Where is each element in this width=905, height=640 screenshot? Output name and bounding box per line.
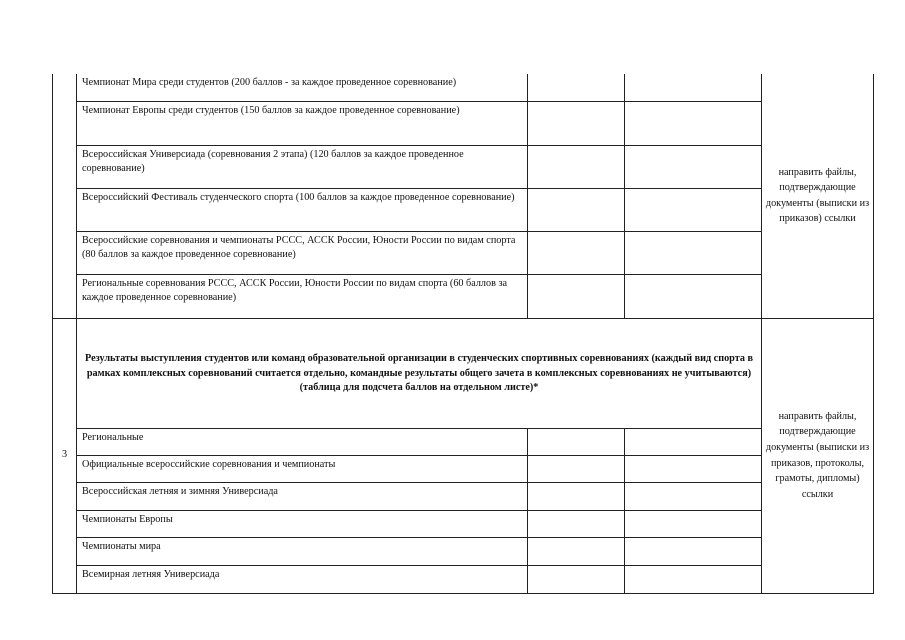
criteria-table [52, 74, 874, 594]
table-row [53, 482, 874, 510]
table-row [53, 274, 874, 318]
criterion-cell: Всероссийская Универсиада (соревнования 2 этапа) (120 баллов за каждое проведенное соревнование) [77, 145, 528, 188]
criterion-cell: Всероссийские соревнования и чемпионаты РССС, АССК России, Юности России по видам спорта (80 баллов за каждое проведенное соревнование) [77, 231, 528, 274]
table-row [53, 101, 874, 145]
points-cell [625, 145, 762, 188]
points-cell [625, 537, 762, 565]
value-cell [528, 537, 625, 565]
value-cell [528, 74, 625, 101]
points-cell [625, 274, 762, 318]
value-cell [528, 101, 625, 145]
criterion-cell: Чемпионат Мира среди студентов (200 баллов - за каждое проведенное соревнование) [77, 74, 528, 101]
criterion-cell: Чемпионаты Европы [77, 510, 528, 537]
table-row [53, 455, 874, 482]
criterion-cell: Официальные всероссийские соревнования и чемпионаты [77, 455, 528, 482]
value-cell [528, 274, 625, 318]
table-row [53, 510, 874, 537]
criterion-cell: Чемпионат Европы среди студентов (150 баллов за каждое проведенное соревнование) [77, 101, 528, 145]
criterion-cell: Чемпионаты мира [77, 537, 528, 565]
confirmation-note: направить файлы, подтверждающие документы (выписки из приказов) ссылки [762, 74, 874, 318]
section-heading-row [53, 318, 874, 428]
criterion-cell: Всемирная летняя Универсиада [77, 565, 528, 593]
table-row [53, 145, 874, 188]
section-heading: Результаты выступления студентов или команд образовательной организации в студенческих спортивных соревнованиях (каждый вид спорта в рамках комплексных соревнований считается отдельно, командные результаты общего зачета в комплексных соревнованиях не учитываются) (таблица для подсчета баллов на отдельном листе)* [77, 318, 762, 428]
value-cell [528, 188, 625, 231]
criterion-cell: Региональные соревнования РССС, АССК России, Юности России по видам спорта (60 баллов за каждое проведенное соревнование) [77, 274, 528, 318]
value-cell [528, 565, 625, 593]
value-cell [528, 231, 625, 274]
points-cell [625, 74, 762, 101]
points-cell [625, 231, 762, 274]
number-cell-empty [53, 74, 77, 318]
table-row [53, 74, 874, 101]
value-cell [528, 145, 625, 188]
confirmation-note: направить файлы, подтверждающие документы (выписки из приказов, протоколы, грамоты, дипломы) ссылки [762, 318, 874, 593]
points-cell [625, 565, 762, 593]
points-cell [625, 428, 762, 455]
value-cell [528, 428, 625, 455]
points-cell [625, 455, 762, 482]
criterion-cell: Всероссийский Фестиваль студенческого спорта (100 баллов за каждое проведенное соревнование) [77, 188, 528, 231]
points-cell [625, 101, 762, 145]
value-cell [528, 510, 625, 537]
table-row [53, 231, 874, 274]
section-number: 3 [53, 318, 77, 593]
table-row [53, 188, 874, 231]
criterion-cell: Всероссийская летняя и зимняя Универсиада [77, 482, 528, 510]
table-row [53, 537, 874, 565]
points-cell [625, 188, 762, 231]
value-cell [528, 482, 625, 510]
points-cell [625, 510, 762, 537]
criterion-cell: Региональные [77, 428, 528, 455]
points-cell [625, 482, 762, 510]
value-cell [528, 455, 625, 482]
table-row [53, 565, 874, 593]
table-row [53, 428, 874, 455]
